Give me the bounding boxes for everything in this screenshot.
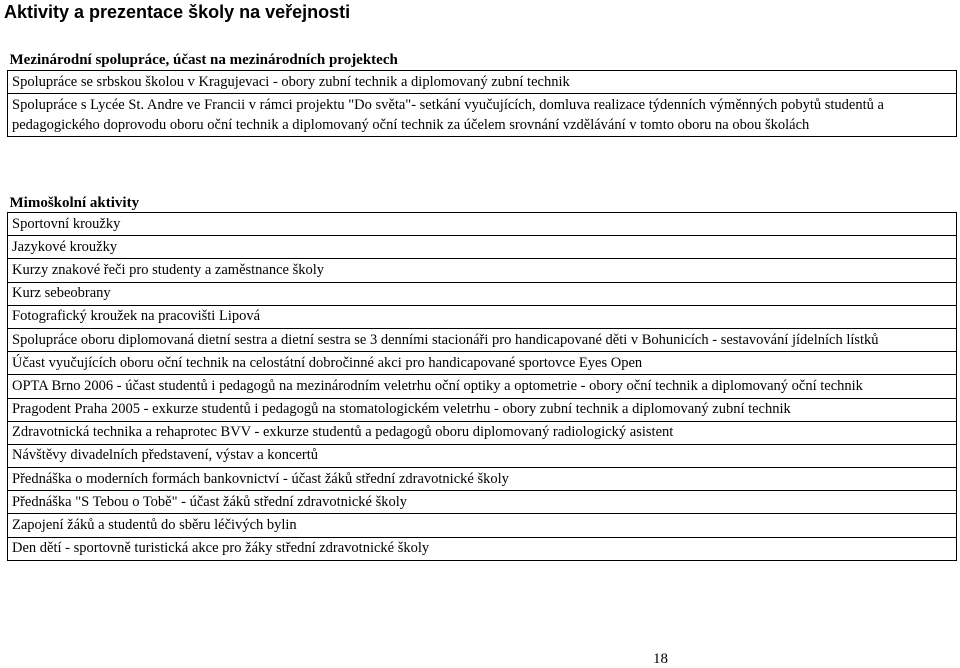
table-cell: Kurz sebeobrany <box>8 282 957 305</box>
table-cell: Kurzy znakové řeči pro studenty a zaměstnance školy <box>8 259 957 282</box>
international-cooperation-table <box>7 50 957 137</box>
table-cell: Sportovní kroužky <box>8 213 957 236</box>
table-cell: Fotografický kroužek na pracovišti Lipová <box>8 305 957 328</box>
table-row <box>8 352 957 375</box>
table-row <box>8 94 957 137</box>
section-heading: Mimoškolní aktivity <box>9 195 140 211</box>
table-row <box>8 398 957 421</box>
table-row <box>8 305 957 328</box>
table-row <box>8 282 957 305</box>
table-row <box>8 375 957 398</box>
table-cell: Přednáška o moderních formách bankovnictví - účast žáků střední zdravotnické školy <box>8 468 957 491</box>
table-row <box>8 491 957 514</box>
table-cell: Účast vyučujících oboru oční technik na celostátní dobročinné akci pro handicapované sportovce Eyes Open <box>8 352 957 375</box>
table-row <box>8 236 957 259</box>
table-row <box>8 514 957 537</box>
table-cell: Návštěvy divadelních představení, výstav a koncertů <box>8 444 957 467</box>
table-cell: OPTA Brno 2006 - účast studentů i pedagogů na mezinárodním veletrhu oční optiky a optometrie - obory oční technik a diplomovaný oční technik <box>8 375 957 398</box>
table-row <box>8 328 957 351</box>
table-row <box>8 468 957 491</box>
table-row <box>8 213 957 236</box>
table-cell: Spolupráce s Lycée St. Andre ve Francii v rámci projektu "Do světa"- setkání vyučujících, domluva realizace týdenních výměnných pobytů studentů a pedagogického doprovodu oboru oční technik a diplomovaný oční technik za účelem srovnání vzdělávání v tomto oboru na obou školách <box>8 94 957 137</box>
table-cell: Jazykové kroužky <box>8 236 957 259</box>
section-heading: Mezinárodní spolupráce, účast na mezinárodních projektech <box>9 51 398 68</box>
table-cell: Zapojení žáků a studentů do sběru léčivých bylin <box>8 514 957 537</box>
table-row <box>8 190 957 213</box>
table-row <box>8 537 957 560</box>
table-row <box>8 50 957 71</box>
table-cell: Den dětí - sportovně turistická akce pro žáky střední zdravotnické školy <box>8 537 957 560</box>
page-number: 18 <box>653 651 668 667</box>
table-row <box>8 444 957 467</box>
extracurricular-activities-table <box>7 190 957 561</box>
page-title: Aktivity a prezentace školy na veřejnosti <box>4 2 351 22</box>
table-cell: Spolupráce se srbskou školou v Kragujevaci - obory zubní technik a diplomovaný zubní technik <box>8 71 957 94</box>
table-cell: Přednáška "S Tebou o Tobě" - účast žáků střední zdravotnické školy <box>8 491 957 514</box>
table-row <box>8 71 957 94</box>
table-row <box>8 421 957 444</box>
table-cell: Zdravotnická technika a rehaprotec BVV - exkurze studentů a pedagogů oboru diplomovaný radiologický asistent <box>8 421 957 444</box>
table-row <box>8 259 957 282</box>
table-cell: Pragodent Praha 2005 - exkurze studentů i pedagogů na stomatologickém veletrhu - obory zubní technik a diplomovaný zubní technik <box>8 398 957 421</box>
table-cell: Spolupráce oboru diplomovaná dietní sestra a dietní sestra se 3 denními stacionáři pro handicapované děti v Bohunicích - sestavování jídelních lístků <box>8 328 957 351</box>
